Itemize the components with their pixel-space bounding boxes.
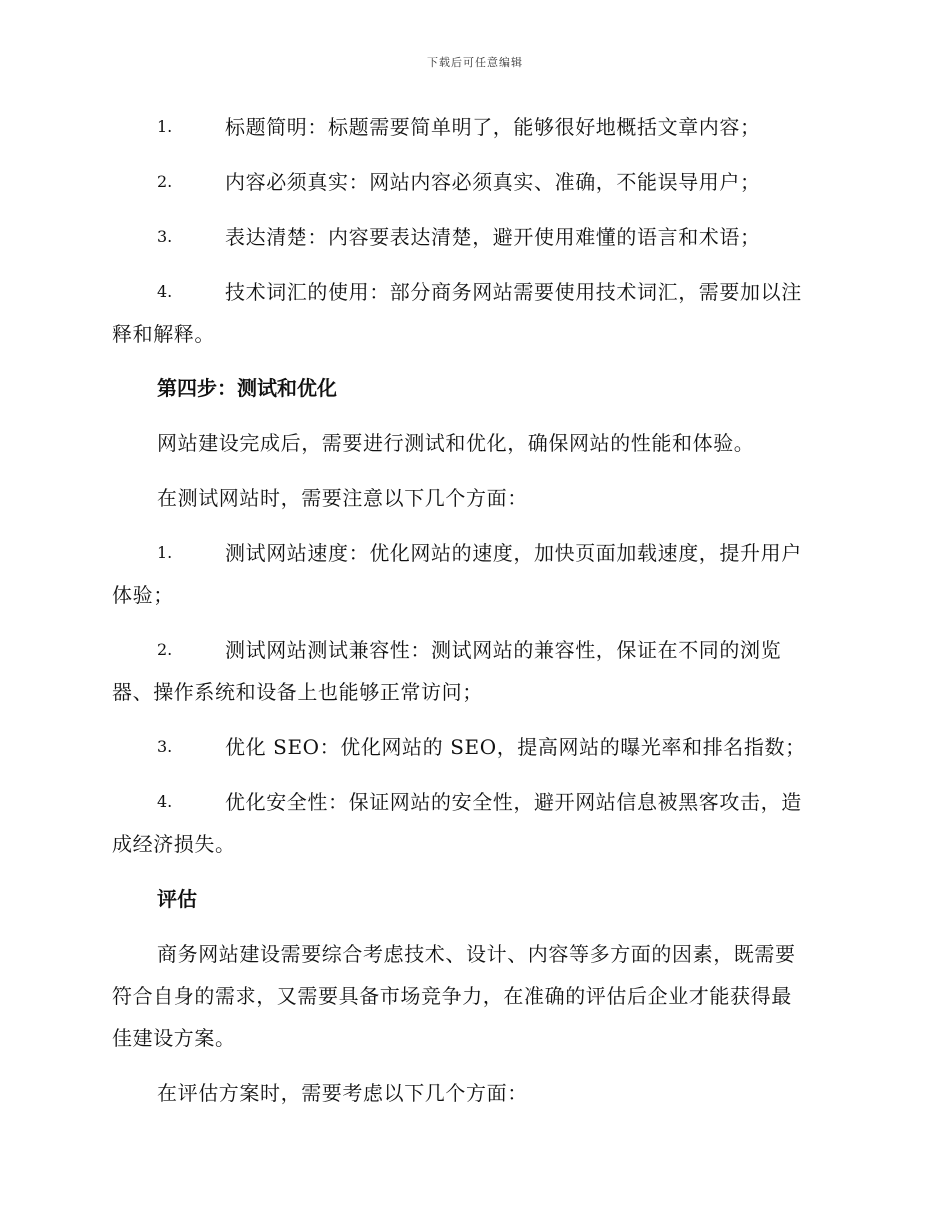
list-number: 4.: [157, 792, 173, 811]
list-item-text: 技术词汇的使用：部分商务网站需要使用技术词汇，需要加以注: [225, 280, 802, 304]
list-item-text: 测试网站速度：优化网站的速度，加快页面加载速度，提升用户: [225, 541, 802, 565]
section-heading: 第四步：测试和优化: [157, 376, 337, 400]
list-item-continuation: 释和解释。: [112, 322, 215, 346]
paragraph-line: 符合自身的需求，又需要具备市场竞争力，在准确的评估后企业才能获得最: [112, 984, 792, 1008]
list-number: 2.: [157, 640, 173, 659]
list-number: 1.: [157, 543, 173, 562]
paragraph: 在测试网站时，需要注意以下几个方面：: [157, 486, 528, 510]
list-number: 1.: [157, 117, 173, 136]
list-item-continuation: 体验；: [112, 583, 174, 607]
list-item-continuation: 器、操作系统和设备上也能够正常访问；: [112, 680, 483, 704]
list-item-text: 内容必须真实：网站内容必须真实、准确，不能误导用户；: [225, 170, 761, 194]
list-number: 2.: [157, 172, 173, 191]
section-heading: 评估: [157, 887, 197, 911]
list-item-text: 优化 SEO：优化网站的 SEO，提高网站的曝光率和排名指数；: [225, 735, 806, 759]
list-item-text: 表达清楚：内容要表达清楚，避开使用难懂的语言和术语；: [225, 225, 761, 249]
paragraph: 在评估方案时，需要考虑以下几个方面：: [157, 1081, 528, 1105]
list-number: 3.: [157, 227, 173, 246]
paragraph-line: 佳建设方案。: [112, 1026, 236, 1050]
list-number: 4.: [157, 282, 173, 301]
paragraph-line: 商务网站建设需要综合考虑技术、设计、内容等多方面的因素，既需要: [157, 942, 796, 966]
list-number: 3.: [157, 737, 173, 756]
list-item-text: 标题简明：标题需要简单明了，能够很好地概括文章内容；: [225, 115, 761, 139]
list-item-text: 测试网站测试兼容性：测试网站的兼容性，保证在不同的浏览: [225, 638, 782, 662]
header-note: 下载后可任意编辑: [427, 56, 523, 69]
list-item-text: 优化安全性：保证网站的安全性，避开网站信息被黑客攻击，造: [225, 790, 802, 814]
paragraph: 网站建设完成后，需要进行测试和优化，确保网站的性能和体验。: [157, 431, 755, 455]
list-item-continuation: 成经济损失。: [112, 832, 236, 856]
